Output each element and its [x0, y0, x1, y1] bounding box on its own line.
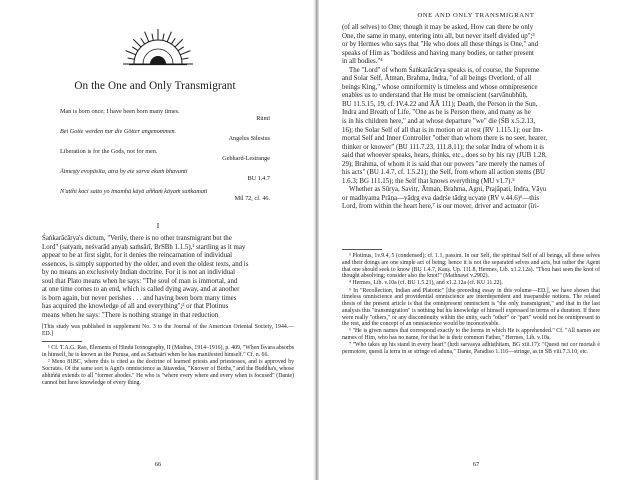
footnote: ² Meno 81BC, where this is cited as the doctrine of learned priests and priestesses, and is approved by Socrates. Of the same sort is Agni's omniscience as Jātavedas, "Knower of Births," and the Buddha's, whose abhiññā extends to all "former abodes." He who is "where every where and every when is focused" (Dante) cannot but have knowledge of every thing. [42, 359, 294, 387]
body-line: BU 11.5.15, 19, cf. IV.4.22 and ĀĀ 111); Death, the Person in the Sun, [342, 100, 538, 108]
footnote: ¹ Cf. T.A.G. Rao, Elements of Hindu Iconography, II (Madras, 1914–1916), p. 409, "When Īśvara absorbs in himself, he is known as the Puruṣa, and as Saṁsārī when he has manifested himself." Cf. n. 66. [42, 345, 294, 358]
page-number-left: 66 [154, 461, 162, 468]
body-line: mortal Self and Inner Controller "other than whom there is no seer, hearer, [342, 135, 548, 143]
publication-note-text: [This study was published in supplement No. 3 to the Journal of the American Oriental Society, 1944.—ED.] [42, 324, 294, 337]
body-line: speaks of Him as "bodiless and having many bodies, or rather present [342, 49, 534, 57]
ornament-ray [163, 34, 164, 41]
epigraph-2-author: Angelus Silesius [228, 135, 270, 142]
body-line: 29); Brahma, of whom it is said that our powers "are merely the names of [342, 160, 545, 168]
epigraph-5-text: N'atthi koci satto yo imamhā kāyā aññaṁ kāyaṁ saṅkamati [60, 188, 208, 195]
footnote: ⁵ In "Recollection, Indian and Platonic" [the preceding essay in this volume—ED.], we have shown that timeless omniscience and providential omniscience are interdependent and inseparable notions. The related thesis of the present article is that the omnipresent omniscient is "the only transmigrant," and that in the last analysis this "transmigration" is nothing but his knowledge of himself expressed in terms of a duration. If there were really "others," or any discontinuity within the unity, each "other" or "part" would not be omnipresent to the rest, and the concept of an omniscience would be inconceivable. [342, 287, 600, 328]
epigraph-3-author: Gebhard-Lestrange [222, 155, 270, 162]
footnote: ⁷ "Who takes up his stand in every heart" (hṛdi sarvasya adhiṣṭhitam, BG xiii.17): "Questi nei cor mortali è permotore, questi la terra in se stringe ed aduna," Dante, Paradiso 1.116—stringe, as in ŚB viii.7.3.10, etc. [342, 342, 600, 356]
body-line: soul that Plato means when he says: "The soul of man is immortal, and [42, 277, 238, 285]
ornament-ray [152, 34, 153, 41]
body-line: or madhyama Prāṇa—yādṛg eva dadṛśe tādṛg ucyate (RV v.44.6)⁶—this [342, 194, 540, 202]
body-line: (of all selves) to One; though it may be asked, How can there be only [342, 24, 534, 31]
body-line: is born again, but never perishes . . . and having been born many times [42, 294, 237, 302]
body-line: in all bodies."⁴ [342, 58, 383, 66]
epigraph-3-text: Liberation is for the Gods, not for men. [60, 148, 158, 155]
body-line: thinker or knower" (BU 111.7.23, 111.8.11); the solar Indra of whom it is [342, 143, 544, 151]
body-line: said that whoever speaks, hears, thinks, etc., does so by his ray (JUB 1.28, [342, 152, 547, 160]
epigraph-1-author: Rūmī [256, 115, 270, 122]
body-line: his acts" (BU 1.4.7, cf. 1.5.21); the Self, from whom all action stems (BU [342, 169, 545, 177]
left-page [0, 0, 316, 480]
page-number-right: 67 [472, 461, 480, 468]
body-line: and Solar Self, Ātman, Brahma, Indra, "of all beings Overlord, of all [342, 75, 532, 83]
footnote: ⁴ Hermes, Lib. v.10a (cf. BU 1.5.21), and x1.2.12a (cf. KU 11.22). [349, 280, 503, 287]
ornament-ray [128, 58, 135, 59]
body-line: Śaṅkarācārya's dictum, "Verily, there is no other transmigrant but the [42, 235, 232, 242]
body-line: or by Hermes who says that "He who does all these things is One," and [342, 41, 539, 49]
sunburst-ornament-icon [123, 26, 193, 70]
body-line: essences, is simply supported by the older, and even the oldest texts, and is [42, 260, 249, 268]
epigraph-4-text: Ātmeṣṭy evopāsīta, atra hy ete sarva ekaṁ bhavanti [60, 168, 188, 175]
left-body-text [42, 235, 294, 320]
body-line: Indra and Breath of Life, "One as he is Person there, and many as he [342, 109, 531, 117]
ornament-ray [167, 32, 171, 42]
ornament-ray [182, 58, 189, 59]
footnote-rule [342, 249, 382, 250]
body-line: beings King," whose omniformity is timeless and whose omnipresence [342, 83, 538, 91]
body-line: by no means an exclusively Indian doctrine. For it is not an individual [42, 269, 236, 277]
body-line: Lord, from within the heart here,⁷ is our mover, driver and actuator (īri- [342, 203, 540, 211]
body-line: means when he says: "There is nothing strange in that reduction [42, 311, 219, 319]
section-number: I [156, 221, 160, 230]
ornament-ray [171, 38, 175, 44]
running-head: ONE AND ONLY TRANSMIGRANT [417, 12, 535, 19]
body-line: The "Lord" of whom Śaṅkarācārya speaks is, of course, the Supreme [349, 66, 540, 74]
epigraph-2-text: Bei Gotte werden nur die Götter angenommen. [60, 128, 177, 135]
footnote-rule [42, 341, 82, 342]
body-line: 1.6.3; BG 111.15); the Self that knows everything (MU v1.7).⁵ [342, 177, 515, 185]
left-footnotes [42, 345, 294, 387]
ornament-ray [180, 51, 190, 55]
body-line: has acquired the knowledge of all and everything";² or that Plotinus [42, 303, 229, 311]
publication-note [42, 324, 294, 338]
body-line: appear to be at first sight, for it denies the reincarnation of individual [42, 252, 233, 260]
ornament-ray [175, 39, 183, 47]
ornament-ray [145, 32, 149, 42]
epigraph-1-text: Man is born once; I have been born many times. [60, 108, 180, 115]
footnote: ⁶ "He is given names that correspond exactly to the forms in which He is apprehended." Cf. "All names are names of Him, who has no name, for that he is their common Father," Hermes, Lib. v.10a. [342, 328, 600, 342]
body-line: enables us to understand that He must be omniscient (sarvānubhūḥ, [342, 92, 528, 100]
right-footnotes [342, 253, 600, 356]
epigraph-4-author: BU 1.4.7 [247, 175, 270, 182]
body-line: Whether as Sūrya, Savitṛ, Ātman, Brahma, Agni, Prajāpati, Indra, Vāyu [349, 186, 547, 194]
epigraph-5-author: Mil 72, cf. 46. [234, 195, 270, 202]
body-line: is in his children here," and at whose departure "we" die (ŚB x.5.2.13, [342, 118, 536, 126]
body-line: Lord" (satyaṁ, neśvarād anyaḥ saṁsārī, BrSBh 1.1.5),¹ startling as it may [42, 243, 246, 251]
body-line: at one time comes to an end, which is called dying away, and at another [42, 286, 240, 294]
ornament-ray [141, 38, 145, 44]
ornament-ray [133, 39, 141, 47]
ornament-ray [178, 47, 184, 51]
body-line: One, the same in many, entering into all, but never itself divided up";³ [342, 32, 535, 40]
body-line: 16); the Solar Self of all that is in motion or at rest (RV 1.115.1); our Im- [342, 126, 543, 134]
right-page [318, 0, 634, 480]
footnote: ³ Plotinus, 1v.9.4, 5 (condensed); cf. 1.1, passim. In our Self, the spiritual Self of all beings, all these selves and their doings are one simple act of being; hence it is not the separated selves and acts, but rather the Agent that one should seek to know (BU 1.4.7, Kauṣ. Up. 111.8, Hermes, Lib. x1.2.12a). "Thou hast seen the knot of thought absolving; consider also the knot!" (Mathnawī v.2902). [342, 253, 600, 280]
ornament-ray [126, 51, 136, 55]
chapter-title: On the One and Only Transmigrant [74, 80, 236, 92]
ornament-ray [132, 47, 138, 51]
right-body-text [342, 24, 600, 212]
